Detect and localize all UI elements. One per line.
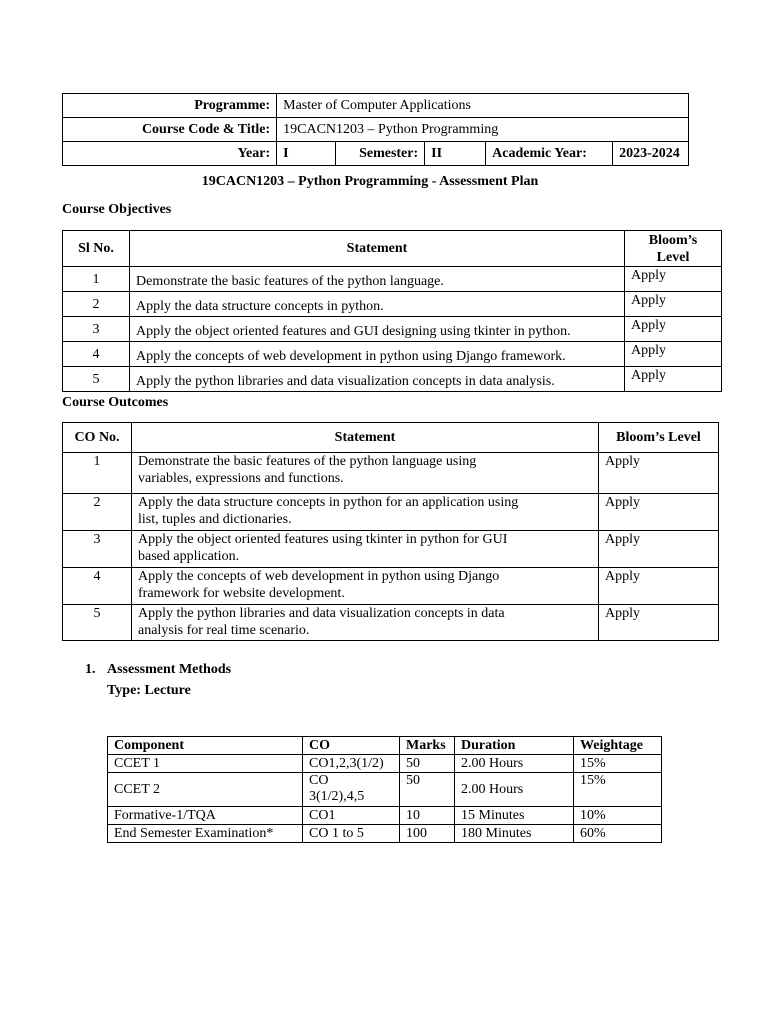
year-row: [63, 142, 689, 166]
course-objectives-table: [62, 230, 722, 392]
assessment-type-label: Type: Lecture: [107, 683, 191, 698]
column-header: Component: [108, 737, 303, 755]
marks-cell: 50: [400, 755, 455, 773]
course-outcomes-heading: Course Outcomes: [62, 395, 169, 410]
programme-label: Programme:: [63, 94, 277, 118]
blooms-level: Apply: [625, 367, 722, 392]
table-row: [63, 342, 722, 367]
table-row: [63, 494, 719, 531]
weightage-cell: 15%: [574, 773, 662, 807]
semester-label: Semester:: [336, 142, 425, 166]
academic-year-value: 2023-2024: [613, 142, 689, 166]
duration-cell: 15 Minutes: [455, 807, 574, 825]
column-header: Statement: [130, 231, 625, 267]
component-cell: CCET 1: [108, 755, 303, 773]
row-number: 4: [63, 342, 130, 367]
programme-info-table: [62, 93, 689, 166]
row-number: 1: [63, 267, 130, 292]
statement-line: Apply the object oriented features using tkinter in python for GUI: [138, 532, 508, 547]
row-number: 2: [63, 292, 130, 317]
table-row: [108, 755, 662, 773]
marks-cell: 50: [400, 773, 455, 807]
weightage-cell: 60%: [574, 825, 662, 843]
row-number: 5: [63, 605, 132, 641]
course-outcomes-table: [62, 422, 719, 641]
statement-line: Apply the data structure concepts in python for an application using: [138, 495, 519, 510]
blooms-level: Apply: [599, 605, 719, 641]
marks-cell: 100: [400, 825, 455, 843]
statement-line: analysis for real time scenario.: [138, 623, 310, 638]
weightage-cell: 10%: [574, 807, 662, 825]
outcome-statement: [132, 494, 599, 531]
table-row: [63, 367, 722, 392]
objective-statement: Demonstrate the basic features of the python language.: [130, 267, 625, 292]
co-line: CO: [309, 773, 329, 788]
column-header: Bloom’s Level: [599, 423, 719, 453]
table-row: [63, 531, 719, 568]
co-cell: CO1: [303, 807, 400, 825]
blooms-level: Apply: [625, 317, 722, 342]
co-cell: [303, 773, 400, 807]
co-cell: CO 1 to 5: [303, 825, 400, 843]
outcome-statement: [132, 531, 599, 568]
row-number: 3: [63, 531, 132, 568]
outcome-statement: [132, 568, 599, 605]
row-number: 5: [63, 367, 130, 392]
course-value: 19CACN1203 – Python Programming: [277, 118, 689, 142]
statement-line: based application.: [138, 549, 240, 564]
programme-value: Master of Computer Applications: [277, 94, 689, 118]
statement-line: list, tuples and dictionaries.: [138, 512, 292, 527]
blooms-level: Apply: [599, 453, 719, 494]
column-header: Marks: [400, 737, 455, 755]
document-title: 19CACN1203 – Python Programming - Assessment Plan: [201, 174, 539, 189]
table-row: [63, 317, 722, 342]
table-row: [63, 605, 719, 641]
course-objectives-heading: Course Objectives: [62, 202, 172, 217]
co-cell: CO1,2,3(1/2): [303, 755, 400, 773]
marks-cell: 10: [400, 807, 455, 825]
table-row: [108, 825, 662, 843]
component-cell: End Semester Examination*: [108, 825, 303, 843]
column-header: Duration: [455, 737, 574, 755]
blooms-level: Apply: [625, 292, 722, 317]
year-label: Year:: [63, 142, 277, 166]
co-line: 3(1/2),4,5: [309, 789, 365, 804]
table-row: [63, 453, 719, 494]
statement-line: Apply the concepts of web development in python using Django: [138, 569, 500, 584]
blooms-level: Apply: [599, 531, 719, 568]
statement-line: variables, expressions and functions.: [138, 471, 344, 486]
column-header: Bloom’s Level: [625, 231, 722, 267]
blooms-level: Apply: [599, 568, 719, 605]
table-row: [108, 807, 662, 825]
semester-value: II: [425, 142, 486, 166]
objective-statement: Apply the data structure concepts in python.: [130, 292, 625, 317]
table-row: [108, 773, 662, 807]
table-header-row: [108, 737, 662, 755]
course-row: [63, 118, 689, 142]
assessment-methods-heading: Assessment Methods: [107, 662, 232, 677]
row-number: 3: [63, 317, 130, 342]
table-row: [63, 292, 722, 317]
assessment-table: [107, 736, 662, 843]
table-row: [63, 267, 722, 292]
row-number: 1: [63, 453, 132, 494]
objective-statement: Apply the concepts of web development in python using Django framework.: [130, 342, 625, 367]
table-header-row: [63, 423, 719, 453]
duration-cell: 2.00 Hours: [455, 755, 574, 773]
statement-line: framework for website development.: [138, 586, 345, 601]
duration-cell: 2.00 Hours: [455, 773, 574, 807]
objective-statement: Apply the object oriented features and GUI designing using tkinter in python.: [130, 317, 625, 342]
blooms-level: Apply: [625, 267, 722, 292]
weightage-cell: 15%: [574, 755, 662, 773]
blooms-level: Apply: [625, 342, 722, 367]
statement-line: Apply the python libraries and data visualization concepts in data: [138, 606, 505, 621]
row-number: 2: [63, 494, 132, 531]
table-header-row: [63, 231, 722, 267]
outcome-statement: [132, 453, 599, 494]
objective-statement: Apply the python libraries and data visualization concepts in data analysis.: [130, 367, 625, 392]
academic-year-label: Academic Year:: [486, 142, 613, 166]
section-number: 1.: [85, 662, 96, 677]
year-value: I: [277, 142, 336, 166]
column-header: Weightage: [574, 737, 662, 755]
programme-row: [63, 94, 689, 118]
statement-line: Demonstrate the basic features of the python language using: [138, 454, 477, 469]
blooms-level: Apply: [599, 494, 719, 531]
course-label: Course Code & Title:: [63, 118, 277, 142]
table-row: [63, 568, 719, 605]
column-header: Statement: [132, 423, 599, 453]
component-cell: Formative-1/TQA: [108, 807, 303, 825]
column-header: CO: [303, 737, 400, 755]
duration-cell: 180 Minutes: [455, 825, 574, 843]
outcome-statement: [132, 605, 599, 641]
column-header: Sl No.: [63, 231, 130, 267]
component-cell: CCET 2: [108, 773, 303, 807]
row-number: 4: [63, 568, 132, 605]
column-header: CO No.: [63, 423, 132, 453]
